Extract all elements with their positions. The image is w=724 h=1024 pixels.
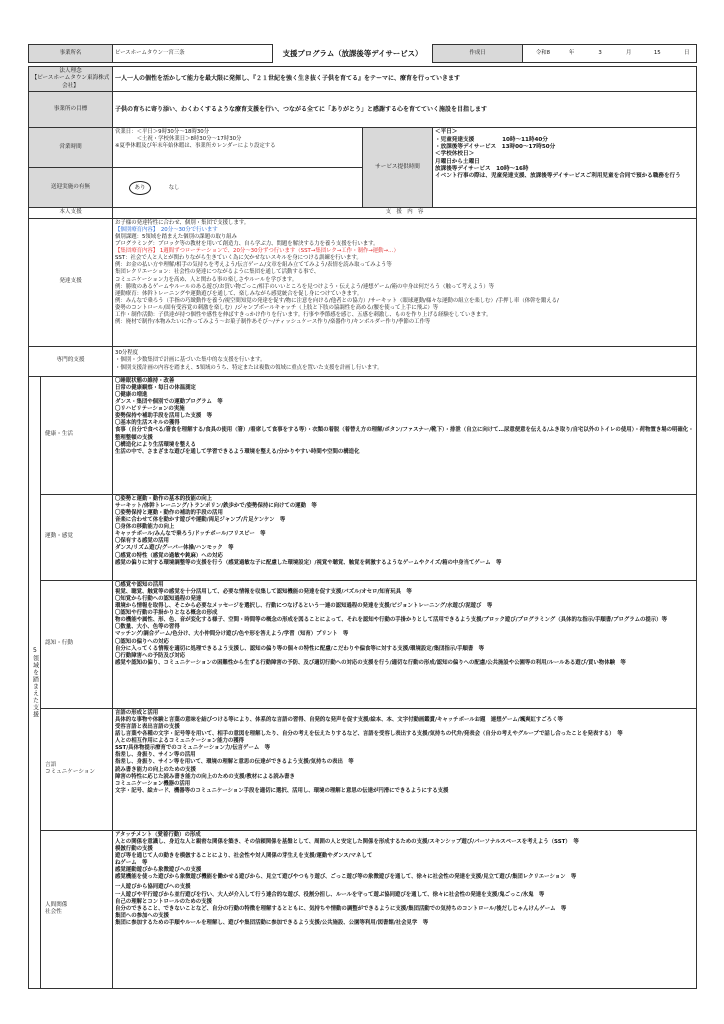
domain-text-motor (113, 494, 697, 580)
hours-label: 営業時間 (29, 128, 113, 168)
date-month: 3 (598, 49, 602, 56)
domain-label-motor: 運動・感覚 (41, 494, 113, 580)
domain-text-language (113, 708, 697, 830)
dev-support-line: 【集団療育内容】 1週間ずつローテーションで、20分～30分ずつ行います（SST→集団レク→工作・制作→運動→…） (115, 248, 399, 254)
domain-line: 〇保有する感覚の活用 (115, 538, 169, 545)
dev-support-line: プログラミング：ブロック等の教材を用いて創造力、自ら学ぶ力、問題を解決する力を養う支援を行います。 (115, 240, 379, 247)
domain-row-health (29, 376, 697, 494)
transport-no: なし (168, 185, 180, 192)
domain-line: 日常の健康観察・毎日の体温測定 (115, 384, 196, 391)
domain-line: 一人遊びから協同遊びへの支援 (115, 884, 191, 891)
domain-line: キャッチボール/みんなで乗ろう/ドッチボール/フリスビー 等 (115, 531, 266, 538)
domain-label-social: 人間関係 社会性 (41, 830, 113, 988)
domain-row-cognition (29, 580, 697, 708)
domain-line: 視覚、聴覚、触覚等の感覚を十分活用して、必要な情報を収集して認知機能の発達を促す支援/パズル/オセロ/知育玩具 等 (115, 588, 412, 595)
document-title: 支援プログラム（放課後等デイサービス） (282, 48, 423, 58)
domain-line: 指差し、身振り、サイン等を用いて、環境の理解と意思の伝達ができるよう支援/気持ちの表出 等 (115, 759, 354, 766)
domain-line: 人との相互作用によるコミュニケーション能力の獲得 (115, 738, 245, 744)
domain-line: 集団に参加するための手順やルールを理解し、遊びや集団活動に参加できるよう支援/公共施設、公園等利用/図書館/社会見学 等 (115, 920, 429, 926)
dev-support-line: 【個別療育内容】 20分～30分で行います (115, 226, 218, 233)
domain-line: 自分に入ってくる情報を適切に処理できるよう支援し、認知の偏り等の個々の特性に配慮/こだわりや偏食等に対する支援/環境設定/集団指示/手順書 等 (115, 645, 485, 652)
domain-line: 〇認知の偏りへの対応 (115, 638, 169, 645)
specialist-text: 30分程度 ・個別・少数集団で計画に基づいた集中的な支援を行います。 ・個別支援計画の内容を踏まえ、5領域のうち、特定または複数の領域に重点を置いた支援を計画し行います。 (113, 346, 697, 376)
domain-line: 〇数量、大小、色等の習得 (115, 624, 180, 631)
date-month-label: 月 (626, 49, 632, 56)
dev-support-line: 集団レクリエーション：社会性の発達につながるように集団を通して活動する事で、 (115, 269, 320, 276)
goal-label: 事業所の目標 (29, 92, 113, 128)
domain-line: サーキット/体幹トレーニング/トランポリン/鉄歩かで/姿勢保持に向けての運動 等 (115, 502, 317, 509)
domain-line: 〇健康の増進 (115, 391, 148, 398)
dev-support-line: 工作・制作活動：子供達が持つ個性や感性を伸ばすきっかけ作りを行います。行事や季節感を感じ、五感を刺激し、ものを作り上げる経験をしていきます。 (115, 312, 492, 319)
domain-line: 遊び等を通じて人の動きを模倣することにより、社会性や対人関係の芽生えを支援/運動やダンス/マネして (115, 852, 373, 859)
domain-line: 〇リハビリテーションの実施 (115, 406, 185, 412)
domain-line: 〇姿勢と運動・動作の基本的技能の向上 (115, 495, 213, 502)
dev-support-line: お子様の発達特性に合わせ、個別・集団で支援します。 (115, 219, 250, 226)
domain-line: 障害の特性に応じた読み書き能力の向上のための支援/教材による読み書き (115, 773, 295, 780)
section-header-right: 支 援 内 容 (113, 208, 697, 218)
created-date (523, 45, 697, 63)
domain-line: 感覚の偏りに対する環境調整等の支援を行う（感覚過敏な子に配慮した環境設定）/視覚や聴覚、触覚を刺激するようなゲームやクイズ/箱の中身当てゲーム 等 (115, 559, 502, 566)
header-row (29, 45, 697, 63)
dev-support-label: 発達支援 (29, 218, 113, 346)
domain-line: 感覚や認知の偏り、コミュニケーションの困難性から生ずる行動障害の予防、及び適切行動への対応の支援を行う/適切な行動の形成/認知の偏りへの配慮/公共施設や公園等の利用/ルールある遊び/買い物体験 等 (115, 659, 626, 666)
dev-support-text (113, 218, 697, 346)
dev-support-line: 姿勢のコントロール/固有受容覚の刺激を楽しむ）/ジャンプボールキャッチ（上肢と下肢の協調性を高める/腰を使って上手に飛ぶ）等 (115, 305, 439, 311)
domain-line: 模倣行動の支援 (115, 845, 153, 852)
domain-line: 姿勢保持や補助手段を活用した支援 等 (115, 413, 213, 420)
domain-line: 集団への参加への支援 (115, 912, 169, 919)
domain-line: SST/具体物提示療育でのコミュニケーション力/伝言ゲーム 等 (115, 745, 270, 752)
office-label: 事業所名 (29, 45, 113, 63)
dev-support-row (29, 218, 697, 346)
domain-label-health: 健康・生活 (41, 376, 113, 494)
domain-line: コミュニケーション機器の活用 (115, 780, 191, 787)
domain-text-cognition (113, 580, 697, 708)
domain-line: 〇基本的生活スキルの獲得 (115, 420, 180, 427)
created-label: 作成日 (433, 45, 523, 63)
domain-line: 具体的な事物や体験と言葉の意味を結びつける等により、体系的な言語の習得、自発的な発声を促す支援/絵本、本、文字付動画鑑賞/キャッチボールお題 連想ゲーム/颯爽紅すごろく等 (115, 716, 563, 723)
domain-line: ダンス/リズム遊び/グーパー体操/ハンモック 等 (115, 545, 234, 552)
domain-line: 〇行動障害への予防及び対応 (115, 652, 186, 659)
domain-line: 言語の形成と活用 (115, 709, 159, 716)
dev-support-line: 例：廃材で制作/本物みたいに作ってみよう～お菓子制作あそび～/ティッシュケース作り/楽器作り/キンボルダー作り/季節の工作等 (115, 319, 431, 326)
philosophy-row (29, 67, 697, 92)
dev-support-line: 例：みんなで乗ろう（手指の巧緻動作を養う/視空間知覚の発達を促す/物に注意を向ける/他者との協力）/サーキット（眼球運動/様々な運動の組立を楽しむ）/手押し車（体幹を鍛える/ (115, 297, 559, 304)
domain-text-health (113, 376, 697, 494)
domain-line: 一人遊びや平行遊びから並行遊びを行い、大人が介入して行う連合的な遊び、役割分担し、ルールを守って遊ぶ協同遊びを通して、徐々に社会性の発達を支援/鬼ごっこ/氷鬼 等 (115, 891, 545, 898)
domain-line: 生活の中で、さまざまな遊びを通して学習できるよう環境を整える/分かりやすい時間や空間の構造化 (115, 448, 360, 455)
domain-line: 感覚運動遊びから象徴遊びへの支援 (115, 867, 202, 874)
goal-text: 子供の育ちに寄り添い、わくわくするような療育支援を行い、つながる全てに「ありがとう」と感謝する心を育てていく施設を目指します (113, 92, 697, 128)
office-name: ピースホームタウン一宮三条 (113, 45, 273, 63)
domain-line: 話し言葉や各種の文字・記号等を用いて、相手の意図を理解したり、自分の考えを伝えたりするなど、言語を受容し表出する支援/気持ちの代弁/発表会（自分の考えやグループで話し合ったことを発表する） 等 (115, 730, 623, 737)
support-program-document (28, 44, 696, 989)
philosophy-text: 一人一人の個性を活かして能力を最大限に発揮し、『２１世紀を強く生き抜く子供を育てる』をテーマに、療育を行っていきます (113, 67, 697, 92)
domain-line: 〇感覚の特性（感覚の過敏や鈍麻）への対応 (115, 552, 223, 559)
transport-yes-circled: あり (129, 181, 151, 195)
domain-line: 〇身体の移動能力の向上 (115, 524, 175, 530)
dev-support-line: 例：お金の払い方や理解/相手の気持ちを考えよう/伝言ゲーム/文章を組み立ててみよう/表情を読み取ってみよう等 (115, 262, 392, 269)
domain-line: 〇認知や行動の手掛かりとなる概念の形成 (115, 610, 218, 616)
domain-line: 自己の理解とコントロールのための支援 (115, 898, 212, 905)
domain-line: ダンス・集団や個別での運動プログラム 等 (115, 398, 223, 405)
domain-label-cognition: 認知・行動 (41, 580, 113, 708)
domain-line: 環境から情報を取得し、そこから必要なメッセージを選択し、行動につなげるという一連の認知過程の発達を支援/ビジョントレーニング/水遊び/泥遊び 等 (115, 602, 493, 609)
specialist-label: 専門的支援 (29, 346, 113, 376)
domain-line: 読み書き能力の向上のための支援 (115, 766, 196, 773)
date-day-label: 日 (683, 49, 690, 56)
domain-line: 文字・記号、絵カード、機器等のコミュニケーション手段を適切に選択、活用し、環境の理解と意思の伝達が円滑にできるようにする支援 (115, 787, 449, 794)
domain-line: 物の機能や属性、形、色、音が変化する様子、空間・時間等の概念の形成を図ることによって、それを認知や行動の手掛かりとして活用できるよう支援/ブロック遊び/プログラミング（具体的な指示/手順書/プログラムの提示）等 (115, 617, 667, 624)
domain-line: 〇知覚から行動への認知過程の発達 (115, 595, 202, 602)
section-header-left: 本人支援 (29, 208, 113, 218)
dev-support-line: SST：社会で人と人とが関わりながら生きていく為に欠かせないスキルを身につける訓練を行います。 (115, 255, 362, 262)
goal-row (29, 92, 697, 128)
service-time-label: サービス提供時間 (363, 128, 433, 208)
dev-support-line: コミュニケーション力を高め、人と関わる事の楽しさやルールを学びます。 (115, 276, 298, 283)
domain-line: 〇睡眠状態の維持・改善 (115, 377, 175, 384)
date-day: 15 (653, 49, 661, 56)
domain-line: 音楽に合わせて体を動かす遊びや運動/両足ジャンプ/片足ケンケン 等 (115, 516, 286, 523)
domain-line: ねゲーム 等 (115, 860, 148, 866)
domain-line: 自分のできること、できないことなど、自分の行動の特徴を理解するとともに、気持ちや情動の調整ができるように支援/集団活動での気持ちのコントロール/後だしじゃんけんゲーム 等 (115, 905, 567, 912)
domain-row-language (29, 708, 697, 830)
domain-line: アタッチメント（愛着行動）の形成 (115, 831, 201, 838)
dev-support-line: 個別課題：5領域を踏まえた個別の課題の取り組み (115, 233, 238, 240)
dev-support-line: 運動療育：体幹トレーニングや運動遊びを通して、楽しみながら感覚統合を促し身につけていきます。 (115, 290, 363, 297)
transport-label: 送迎実施の有無 (29, 168, 113, 208)
domain-line: 受容言語と表出言語の支援 (115, 723, 180, 730)
philosophy-label: 法人理念 【ピースホームタウン東海株式会社】 (29, 67, 113, 92)
domain-line: 指差し、身振り、サイン等の活用 (115, 752, 196, 759)
service-time-text: ＜平日＞ ・児童発達支援 10時～11時40分 ・放課後等デイサービス 13時00～17時50分 ＜学校休校日＞ 月曜日から土曜日 放課後等デイサービス 10時～16時 イベント行事の際は、児童発達支援、放課後等デイサービスご利用児童を合同で預かる職務を行う (433, 128, 697, 208)
domain-row-motor (29, 494, 697, 580)
domain-line: 人との関係を意識し、身近な人と親密な関係を築き、その信頼関係を基盤として、周囲の人と安定した関係を形成するための支援/スキンシップ遊び/パーソナルスペースを考えよう（SST） 等 (115, 838, 579, 845)
domain-row-social (29, 830, 697, 988)
specialist-row (29, 346, 697, 376)
domain-line: 感覚機能を使った遊びから象徴遊び機能を働かせる遊びから、見立て遊びやつもり遊び、ごっこ遊び等の象徴遊びを通して、徐々に社会性の発達を支援/見立て遊び/集団レクリエーション 等 (115, 874, 577, 881)
transport-options (113, 168, 363, 208)
domain-line: 食事（自分で食べる/箸食を理解する/食具の使用（箸）/着席して食事をする等）・衣類の着脱（着替え方の理解/ボタン/ファスナー/靴下）・排泄（自立に向けて…尿意便意を伝える/ふき取り/自宅以外のトイレの使用）・荷物置き場の明確化・整理整頓の支援 (115, 427, 694, 441)
domain-line: 〇構造化により生活環境を整える (115, 441, 196, 448)
section-header-row (29, 208, 697, 218)
date-year-label: 年 (568, 49, 575, 56)
domain-label-language: 言語 コミュニケーション (41, 708, 113, 830)
document-table (28, 44, 697, 989)
dev-support-line: 例：勝敗のあるゲームやルールのある遊び/お買い物ごっこ/相手のいいところを見つけよう・伝えよう/連想ゲーム/箱の中身は何だろう（触って考えよう）等 (115, 283, 495, 290)
date-era: 令和8 (535, 49, 551, 56)
domain-text-social (113, 830, 697, 988)
five-domain-label: 5領域を踏まえた支援 (29, 376, 41, 988)
domain-line: 〇姿勢保持と運動・動作の補助的手段の活用 (115, 509, 223, 516)
hours-row (29, 128, 697, 168)
domain-line: 〇感覚や認知の活用 (115, 581, 164, 588)
hours-text: 営業日：＜平日＞9時30分～18時30分 ＜土祝・学校休業日＞8時30分～17時30分 ※夏季休暇及び年末年始休暇は、事業所カレンダーにより設定する (113, 128, 363, 168)
domain-line: マッチング/調合ゲーム/色分け、大小仲間分け遊び/色や形を答えよう/学習（知育）プリント 等 (115, 631, 349, 638)
